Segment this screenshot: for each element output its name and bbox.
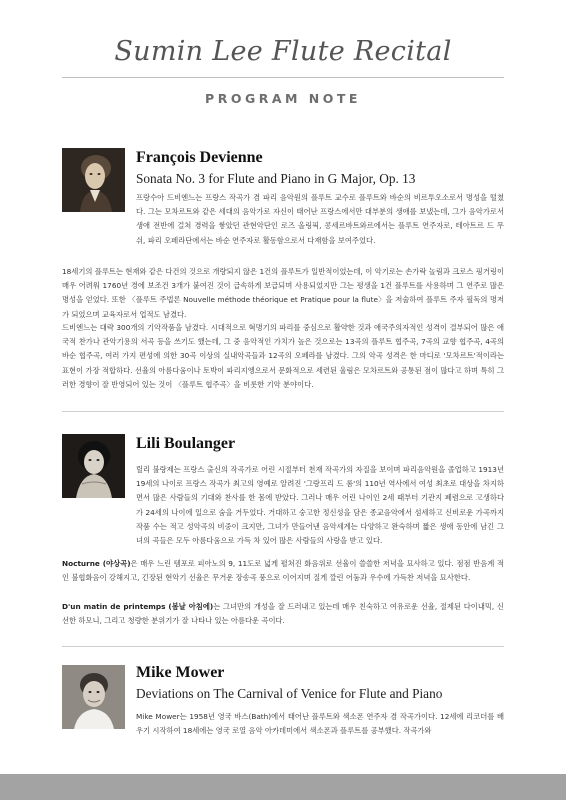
recital-title: Sumin Lee Flute Recital	[114, 36, 452, 67]
title-divider	[62, 77, 504, 78]
nocturne-title: Nocturne (야상곡)	[62, 559, 131, 568]
body-paragraph: 드비엔느는 대략 300개의 기악작품을 남겼다. 시대적으로 혁명기의 파리를 중심으로 활약한 것과 애국주의자적인 성격이 결부되어 많은 애국적 찬가나 관악기용의 서곡 등을 쓰기도 했는데, 그 중 음악적인 가치가 높은 것으로는 13곡의 플루트 협주곡, 7곡의 교향 협주곡, 4곡의 바순 협주곡, 여러 가지 편성에 의한 30곡 이상의 실내악곡들과 12곡의 오페라를 남겼다. 그의 악곡 성격은 한 마디로 '모차르트'적이라는 표현이 가장 적합하다. 선율의 아름다움이나 토박이 파리지엥으로서 문화적으로 세련된 울림은 모차르트와 공통된 점이 많다고 하며 특히 그러한 경향이 잘 반영되어 있는 것이 〈플루트 협주곡〉을 비롯한 기악 분야이다.	[62, 323, 504, 389]
nocturne-description: 은 매우 느린 템포로 피아노의 9, 11도로 넓게 펼쳐진 화음위로 선율이 쓸쓸한 저녁을 묘사하고 있다. 점점 반음계 적인 불협화음이 강해지고, 긴장된 현악기 선율은 무거운 장송곡 풍으로 이어지며 질게 깔린 어둠과 우수에 가득찬 저녁을 묘사한다.	[62, 559, 504, 583]
body-paragraph: 18세기의 플루트는 현재와 같은 다건의 것으로 개량되지 않은 1건의 플루트가 일반적이었는데, 이 악기로는 손가락 놀림과 크로스 핑거링이 매우 어려워 1760년 경에 보조건 3개가 붙여진 것이 급속하게 보급되며 사용되었지만 그는 평생을 1건 플루트를 사용하며 그 연주로 많은 명성을 얻었다. 또한 〈플루트 주법론 Nouvelle méthode théorique et Pratique pour la flute〉을 저술하여 플루트 주자 필독의 명저가 되었으며 교육자로서 업적도 남겼다.	[62, 267, 504, 319]
work-title: Sonata No. 3 for Flute and Piano in G Major, Op. 13	[136, 171, 416, 186]
footer-bar	[0, 774, 566, 800]
section-divider	[62, 411, 504, 412]
composer-name: François Devienne	[136, 149, 263, 166]
composer-intro: 프랑수아 드비엔느는 프랑스 작곡가 겸 파리 음악원의 플루트 교수로 플루트와 바순의 비르투오소로서 명성을 떨쳤다. 그는 모차르트와 같은 세대의 음악가로 자신이 태어난 프랑스에서만 대부분의 생애를 보냈는데, 그가 음악가로서 생애 전반에 걸쳐 경력을 쌓았던 관현악단인 로즈 올링픽, 콩세르바트와르에서는 플루트 연주자로, 테아트르 드 무쉬, 파리 오페라단에서는 바순 연주자로 활동함으로서 다재함을 보여주었다.	[136, 193, 504, 245]
composer-intro: Mike Mower는 1958년 영국 바스(Bath)에서 태어난 플루트와 색소폰 연주자 겸 작곡가이다. 12세에 리코더를 배우기 시작하여 18세에는 영국 로열 음악 아카데미에서 색소폰과 플루트를 공부했다. 작곡가와	[136, 712, 504, 736]
mower-portrait	[62, 665, 125, 729]
matin-paragraph	[62, 600, 504, 628]
nocturne-paragraph	[62, 557, 504, 585]
program-note-heading: PROGRAM NOTE	[205, 91, 361, 106]
work-title: Deviations on The Carnival of Venice for Flute and Piano	[136, 686, 443, 701]
matin-title: D'un matin de printemps (봄날 아침에)	[62, 602, 214, 611]
composer-name: Mike Mower	[136, 664, 225, 681]
devienne-portrait	[62, 148, 125, 212]
composer-name: Lili Boulanger	[136, 435, 236, 452]
section-divider	[62, 646, 504, 647]
boulanger-portrait	[62, 434, 125, 498]
composer-intro: 릴리 불랑제는 프랑스 출신의 작곡가로 어린 시절부터 천재 작곡가의 자질을 보이며 파리음악원을 졸업하고 1913년 19세의 나이로 프랑스 작곡가 최고의 영예로 알려진 '그랑프리 드 롬'의 110년 역사에서 여성 최초로 대상을 차지하면서 많은 사람들의 기대와 찬사를 한 몸에 받았다. 그러나 매우 어린 나이인 2세 때부터 기관지 폐렴으로 고생하다가 24세의 나이에 일으로 숨을 거두었다. 거대하고 숭고한 정신성을 담은 종교음악에서 섬세하고 신비로운 가곡까지 작품 수는 적고 성악곡의 비중이 크지만, 그녀가 만들어낸 음악세계는 다양하고 완숙하며 짧은 생애 동안에 남긴 그녀의 곡들은 모두 아름다움으로 가득 차 있어 많은 사람들의 사랑을 받고 있다.	[136, 465, 504, 546]
composer-intro-lead	[136, 463, 504, 548]
matin-description: 는 그녀만의 개성을 잘 드러내고 있는데 매우 친숙하고 여유로운 선율, 절제된 다이내믹, 신선한 하모니, 그리고 청량한 분위기가 잘 나타나 있는 아름다운 곡이다.	[62, 602, 504, 626]
